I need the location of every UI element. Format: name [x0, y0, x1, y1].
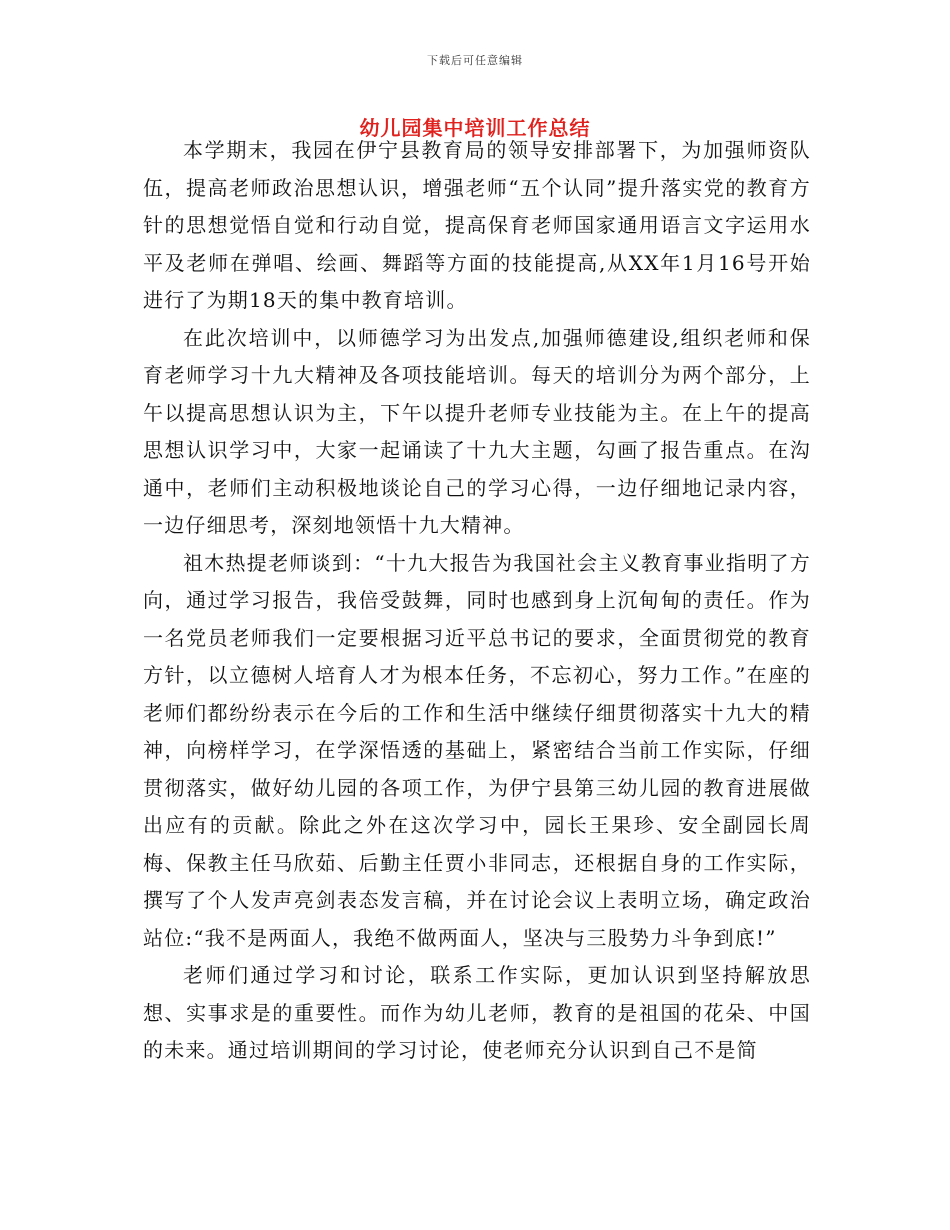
paragraph-2: 在此次培训中，以师德学习为出发点,加强师德建设,组织老师和保育老师学习十九大精神及各项技能培训。每天的培训分为两个部分，上午以提高思想认识为主，下午以提升老师专业技能为主。在上午的提高思想认识学习中，大家一起诵读了十九大主题，勾画了报告重点。在沟通中，老师们主动积极地谈论自己的学习心得，一边仔细地记录内容，一边仔细思考，深刻地领悟十九大精神。: [143, 325, 811, 537]
header-note: 下载后可任意编辑: [427, 54, 523, 67]
paragraph-4: 老师们通过学习和讨论，联系工作实际，更加认识到坚持解放思想、实事求是的重要性。而作为幼儿老师，教育的是祖国的花朵、中国的未来。通过培训期间的学习讨论，使老师充分认识到自己不是简: [143, 963, 811, 1062]
document-body: [143, 132, 811, 1070]
paragraph-3: 祖木热提老师谈到：“十九大报告为我国社会主义教育事业指明了方向，通过学习报告，我倍受鼓舞，同时也感到身上沉甸甸的责任。作为一名党员老师我们一定要根据习近平总书记的要求，全面贯彻党的教育方针，以立德树人培育人才为根本任务，不忘初心，努力工作。”在座的老师们都纷纷表示在今后的工作和生活中继续仔细贯彻落实十九大的精神，向榜样学习，在学深悟透的基础上，紧密结合当前工作实际，仔细贯彻落实，做好幼儿园的各项工作，为伊宁县第三幼儿园的教育进展做出应有的贡献。除此之外在这次学习中，园长王果珍、安全副园长周梅、保教主任马欣茹、后勤主任贾小非同志，还根据自身的工作实际，撰写了个人发声亮剑表态发言稿，并在讨论会议上表明立场，确定政治站位:“我不是两面人，我绝不做两面人，坚决与三股势力斗争到底!”: [143, 550, 811, 950]
document-title: 幼儿园集中培训工作总结: [359, 116, 591, 140]
paragraph-1: 本学期末，我园在伊宁县教育局的领导安排部署下，为加强师资队伍，提高老师政治思想认识，增强老师“五个认同”提升落实党的教育方针的思想觉悟自觉和行动自觉，提高保育老师国家通用语言文字运用水平及老师在弹唱、绘画、舞蹈等方面的技能提高,从XX年1月16号开始进行了为期18天的集中教育培训。: [143, 138, 811, 312]
